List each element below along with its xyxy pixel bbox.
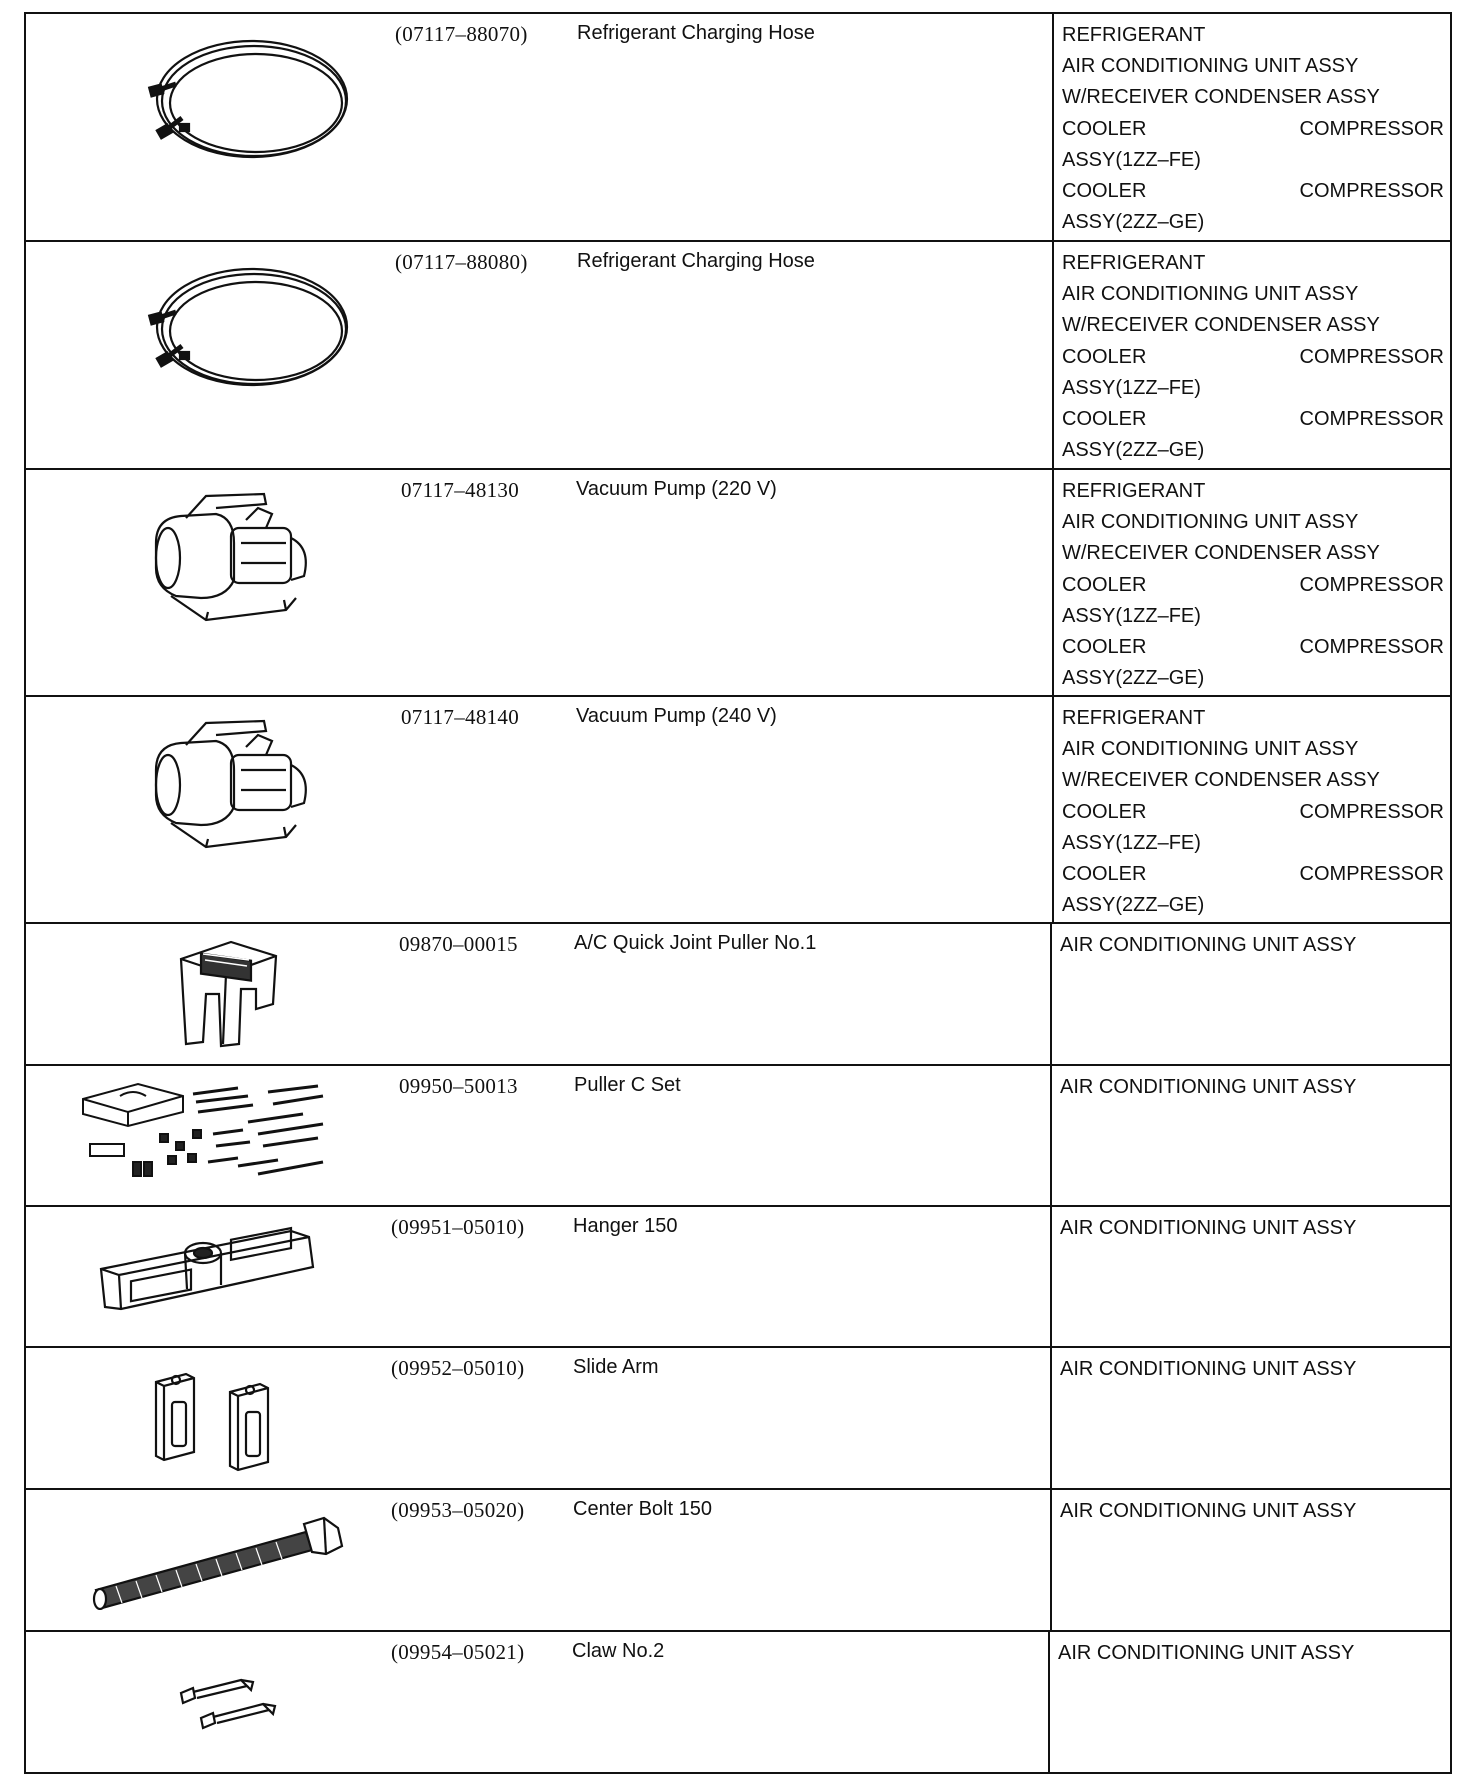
column-divider — [1050, 1490, 1052, 1630]
usage-item-left: COOLER — [1062, 408, 1147, 431]
usage-item: AIR CONDITIONING UNIT ASSY — [1062, 738, 1359, 761]
usage-item: AIR CONDITIONING UNIT ASSY — [1062, 55, 1359, 78]
usage-item: W/RECEIVER CONDENSER ASSY — [1062, 86, 1380, 109]
usage-item-right: COMPRESSOR — [1299, 573, 1444, 596]
usage-item — [1062, 342, 1444, 373]
usage-item: REFRIGERANT — [1062, 707, 1206, 729]
column-divider — [1052, 14, 1054, 240]
part-name: A/C Quick Joint Puller No.1 — [574, 932, 817, 954]
usage-item: ASSY(2ZZ–GE) — [1062, 439, 1205, 462]
usage-item-left: COOLER — [1062, 800, 1147, 823]
usage-item: ASSY(2ZZ–GE) — [1062, 667, 1205, 690]
usage-list — [1060, 1496, 1444, 1527]
part-name: Vacuum Pump (220 V) — [576, 478, 777, 500]
column-divider — [1050, 1348, 1052, 1488]
vacuum-pump-icon — [26, 470, 446, 695]
usage-item: ASSY(1ZZ–FE) — [1062, 376, 1201, 399]
usage-list — [1060, 1213, 1444, 1244]
usage-item-left: COOLER — [1062, 180, 1147, 203]
part-number: 07117–48140 — [401, 705, 520, 729]
usage-item: ASSY(2ZZ–GE) — [1062, 211, 1205, 234]
part-name: Center Bolt 150 — [573, 1498, 712, 1520]
usage-list — [1058, 1638, 1444, 1669]
usage-item: REFRIGERANT — [1062, 252, 1206, 274]
usage-item-right: COMPRESSOR — [1299, 800, 1444, 823]
tool-row — [26, 1348, 1450, 1490]
column-divider — [1050, 1066, 1052, 1205]
usage-item-left: COOLER — [1062, 117, 1147, 140]
usage-item: AIR CONDITIONING UNIT ASSY — [1062, 511, 1359, 534]
part-number: 07117–48130 — [401, 478, 520, 502]
column-divider — [1052, 697, 1054, 922]
usage-item: ASSY(1ZZ–FE) — [1062, 831, 1201, 854]
column-divider — [1050, 924, 1052, 1064]
tool-row — [26, 1207, 1450, 1348]
claw-icon — [26, 1632, 446, 1772]
usage-item — [1062, 859, 1444, 890]
usage-item — [1062, 176, 1444, 207]
usage-item: AIR CONDITIONING UNIT ASSY — [1060, 1217, 1357, 1239]
usage-item: W/RECEIVER CONDENSER ASSY — [1062, 769, 1380, 792]
usage-item: AIR CONDITIONING UNIT ASSY — [1058, 1642, 1355, 1664]
part-number: (07117–88080) — [395, 250, 528, 274]
tool-row — [26, 1066, 1450, 1207]
usage-item: W/RECEIVER CONDENSER ASSY — [1062, 542, 1380, 565]
usage-item-left: COOLER — [1062, 863, 1147, 886]
usage-item — [1062, 570, 1444, 601]
part-name: Puller C Set — [574, 1074, 681, 1096]
hanger-icon — [26, 1207, 446, 1346]
center-bolt-icon — [26, 1490, 446, 1630]
usage-item-right: COMPRESSOR — [1299, 345, 1444, 368]
usage-item: ASSY(1ZZ–FE) — [1062, 148, 1201, 171]
usage-item — [1062, 404, 1444, 435]
charging-hose-icon — [26, 14, 446, 240]
usage-item: AIR CONDITIONING UNIT ASSY — [1062, 283, 1359, 306]
column-divider — [1052, 470, 1054, 695]
part-name: Vacuum Pump (240 V) — [576, 705, 777, 727]
usage-item-right: COMPRESSOR — [1299, 180, 1444, 203]
tool-row — [26, 1490, 1450, 1632]
tool-row — [26, 697, 1450, 924]
column-divider — [1048, 1632, 1050, 1772]
part-name: Claw No.2 — [572, 1640, 665, 1662]
charging-hose-icon — [26, 242, 446, 468]
usage-list — [1062, 476, 1444, 694]
part-name: Hanger 150 — [573, 1215, 678, 1237]
usage-item: REFRIGERANT — [1062, 24, 1206, 46]
usage-list — [1060, 1072, 1444, 1103]
slide-arm-icon — [26, 1348, 446, 1488]
usage-item: W/RECEIVER CONDENSER ASSY — [1062, 314, 1380, 337]
usage-item: ASSY(1ZZ–FE) — [1062, 604, 1201, 627]
part-number: 09950–50013 — [399, 1074, 518, 1098]
usage-item: AIR CONDITIONING UNIT ASSY — [1060, 1076, 1357, 1098]
tool-row — [26, 470, 1450, 697]
usage-item-left: COOLER — [1062, 573, 1147, 596]
special-service-tools-table — [24, 12, 1452, 1774]
tool-row — [26, 924, 1450, 1066]
tool-row — [26, 242, 1450, 470]
usage-item — [1062, 114, 1444, 145]
part-name: Slide Arm — [573, 1356, 659, 1378]
usage-item — [1062, 797, 1444, 828]
part-name: Refrigerant Charging Hose — [577, 22, 815, 44]
usage-item-left: COOLER — [1062, 636, 1147, 659]
usage-item-left: COOLER — [1062, 345, 1147, 368]
part-number: (09951–05010) — [391, 1215, 525, 1239]
vacuum-pump-icon — [26, 697, 446, 922]
usage-item-right: COMPRESSOR — [1299, 863, 1444, 886]
column-divider — [1050, 1207, 1052, 1346]
usage-item — [1062, 632, 1444, 663]
tool-row — [26, 1632, 1450, 1772]
part-name: Refrigerant Charging Hose — [577, 250, 815, 272]
usage-list — [1062, 20, 1444, 238]
usage-item: REFRIGERANT — [1062, 480, 1206, 502]
part-number: (09952–05010) — [391, 1356, 525, 1380]
usage-item-right: COMPRESSOR — [1299, 117, 1444, 140]
puller-set-icon — [26, 1066, 446, 1205]
quick-joint-puller-icon — [26, 924, 446, 1064]
usage-item: AIR CONDITIONING UNIT ASSY — [1060, 1358, 1357, 1380]
usage-item-right: COMPRESSOR — [1299, 636, 1444, 659]
tool-row — [26, 14, 1450, 242]
part-number: (09954–05021) — [391, 1640, 525, 1664]
usage-list — [1062, 703, 1444, 921]
column-divider — [1052, 242, 1054, 468]
part-number: 09870–00015 — [399, 932, 518, 956]
usage-item: AIR CONDITIONING UNIT ASSY — [1060, 934, 1357, 956]
usage-item: AIR CONDITIONING UNIT ASSY — [1060, 1500, 1357, 1522]
usage-list — [1060, 1354, 1444, 1385]
part-number: (09953–05020) — [391, 1498, 525, 1522]
usage-list — [1062, 248, 1444, 466]
usage-item: ASSY(2ZZ–GE) — [1062, 894, 1205, 917]
part-number: (07117–88070) — [395, 22, 528, 46]
usage-item-right: COMPRESSOR — [1299, 408, 1444, 431]
usage-list — [1060, 930, 1444, 961]
